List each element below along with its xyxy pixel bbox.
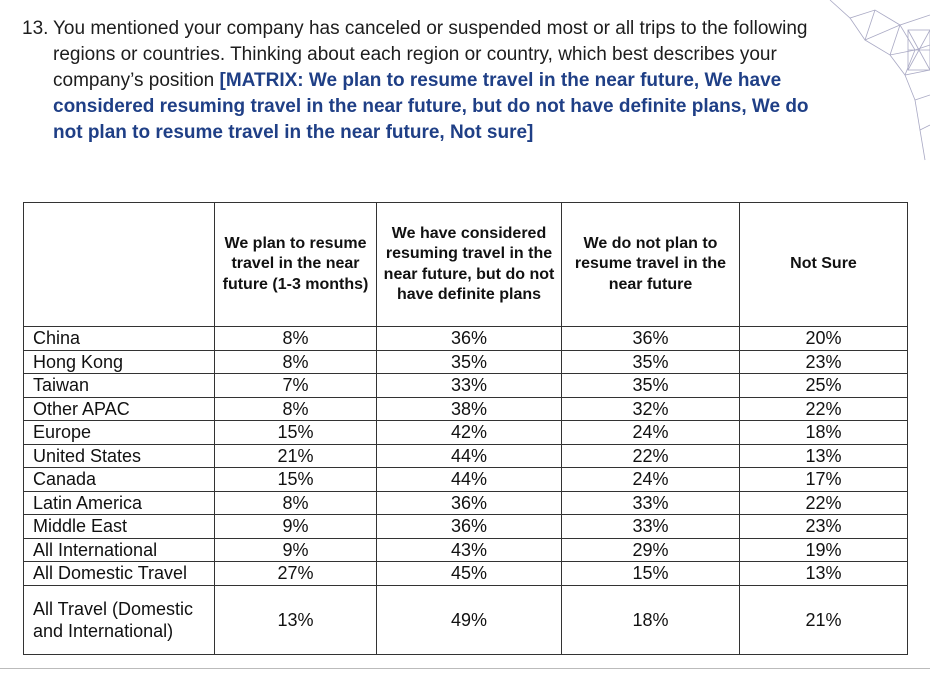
table-row (24, 444, 908, 468)
value-cell: 21% (215, 444, 377, 468)
value-cell: 36% (377, 515, 562, 539)
table-row (24, 491, 908, 515)
value-cell: 36% (377, 327, 562, 351)
header-plan-to-resume: We plan to resume travel in the near future (1-3 months) (215, 203, 377, 327)
table-row (24, 468, 908, 492)
region-label: Europe (24, 421, 215, 445)
value-cell: 18% (562, 585, 740, 654)
value-cell: 45% (377, 562, 562, 586)
value-cell: 15% (215, 421, 377, 445)
region-label: Latin America (24, 491, 215, 515)
value-cell: 22% (740, 491, 908, 515)
table-row (24, 327, 908, 351)
value-cell: 23% (740, 515, 908, 539)
region-label: Canada (24, 468, 215, 492)
value-cell: 49% (377, 585, 562, 654)
value-cell: 42% (377, 421, 562, 445)
header-empty-cell (24, 203, 215, 327)
header-not-sure: Not Sure (740, 203, 908, 327)
region-label: Taiwan (24, 374, 215, 398)
value-cell: 20% (740, 327, 908, 351)
value-cell: 27% (215, 562, 377, 586)
value-cell: 38% (377, 397, 562, 421)
value-cell: 8% (215, 397, 377, 421)
value-cell: 24% (562, 421, 740, 445)
value-cell: 8% (215, 327, 377, 351)
value-cell: 22% (562, 444, 740, 468)
region-label: All Travel (Domestic and International) (24, 585, 215, 654)
value-cell: 7% (215, 374, 377, 398)
region-label: All Domestic Travel (24, 562, 215, 586)
value-cell: 44% (377, 468, 562, 492)
header-considered-resuming: We have considered resuming travel in the near future, but do not have definite plans (377, 203, 562, 327)
value-cell: 8% (215, 491, 377, 515)
value-cell: 35% (562, 350, 740, 374)
value-cell: 22% (740, 397, 908, 421)
header-row (24, 203, 908, 327)
page-bottom-divider (0, 668, 930, 669)
table-row (24, 585, 908, 654)
region-label: China (24, 327, 215, 351)
question-number: 13. (22, 18, 49, 39)
region-label: Middle East (24, 515, 215, 539)
table-row (24, 515, 908, 539)
network-decoration-graphic (820, 0, 930, 165)
table-row (24, 421, 908, 445)
region-label: United States (24, 444, 215, 468)
region-label: Hong Kong (24, 350, 215, 374)
value-cell: 21% (740, 585, 908, 654)
value-cell: 17% (740, 468, 908, 492)
value-cell: 15% (562, 562, 740, 586)
value-cell: 36% (562, 327, 740, 351)
value-cell: 32% (562, 397, 740, 421)
value-cell: 23% (740, 350, 908, 374)
question-block (22, 16, 842, 146)
question-text: You mentioned your company has canceled or suspended most or all trips to the following regions or countries. Thinking about each region or country, which best describes your company’s position (53, 18, 808, 91)
header-do-not-plan: We do not plan to resume travel in the near future (562, 203, 740, 327)
value-cell: 8% (215, 350, 377, 374)
region-label: All International (24, 538, 215, 562)
question-text-block (53, 16, 842, 146)
value-cell: 13% (740, 444, 908, 468)
value-cell: 24% (562, 468, 740, 492)
value-cell: 18% (740, 421, 908, 445)
value-cell: 25% (740, 374, 908, 398)
table-row (24, 538, 908, 562)
value-cell: 33% (562, 515, 740, 539)
matrix-note: [MATRIX: We plan to resume travel in the near future, We have considered resuming travel in the near future, but do not have definite plans, We do not plan to resume travel in the near future, Not sure] (53, 70, 809, 143)
value-cell: 36% (377, 491, 562, 515)
value-cell: 13% (215, 585, 377, 654)
table-row (24, 374, 908, 398)
value-cell: 43% (377, 538, 562, 562)
value-cell: 35% (377, 350, 562, 374)
value-cell: 44% (377, 444, 562, 468)
value-cell: 33% (377, 374, 562, 398)
value-cell: 35% (562, 374, 740, 398)
value-cell: 9% (215, 515, 377, 539)
table-row (24, 350, 908, 374)
value-cell: 15% (215, 468, 377, 492)
table-row (24, 562, 908, 586)
value-cell: 29% (562, 538, 740, 562)
value-cell: 9% (215, 538, 377, 562)
value-cell: 19% (740, 538, 908, 562)
value-cell: 13% (740, 562, 908, 586)
results-table (23, 202, 908, 655)
table-row (24, 397, 908, 421)
region-label: Other APAC (24, 397, 215, 421)
value-cell: 33% (562, 491, 740, 515)
